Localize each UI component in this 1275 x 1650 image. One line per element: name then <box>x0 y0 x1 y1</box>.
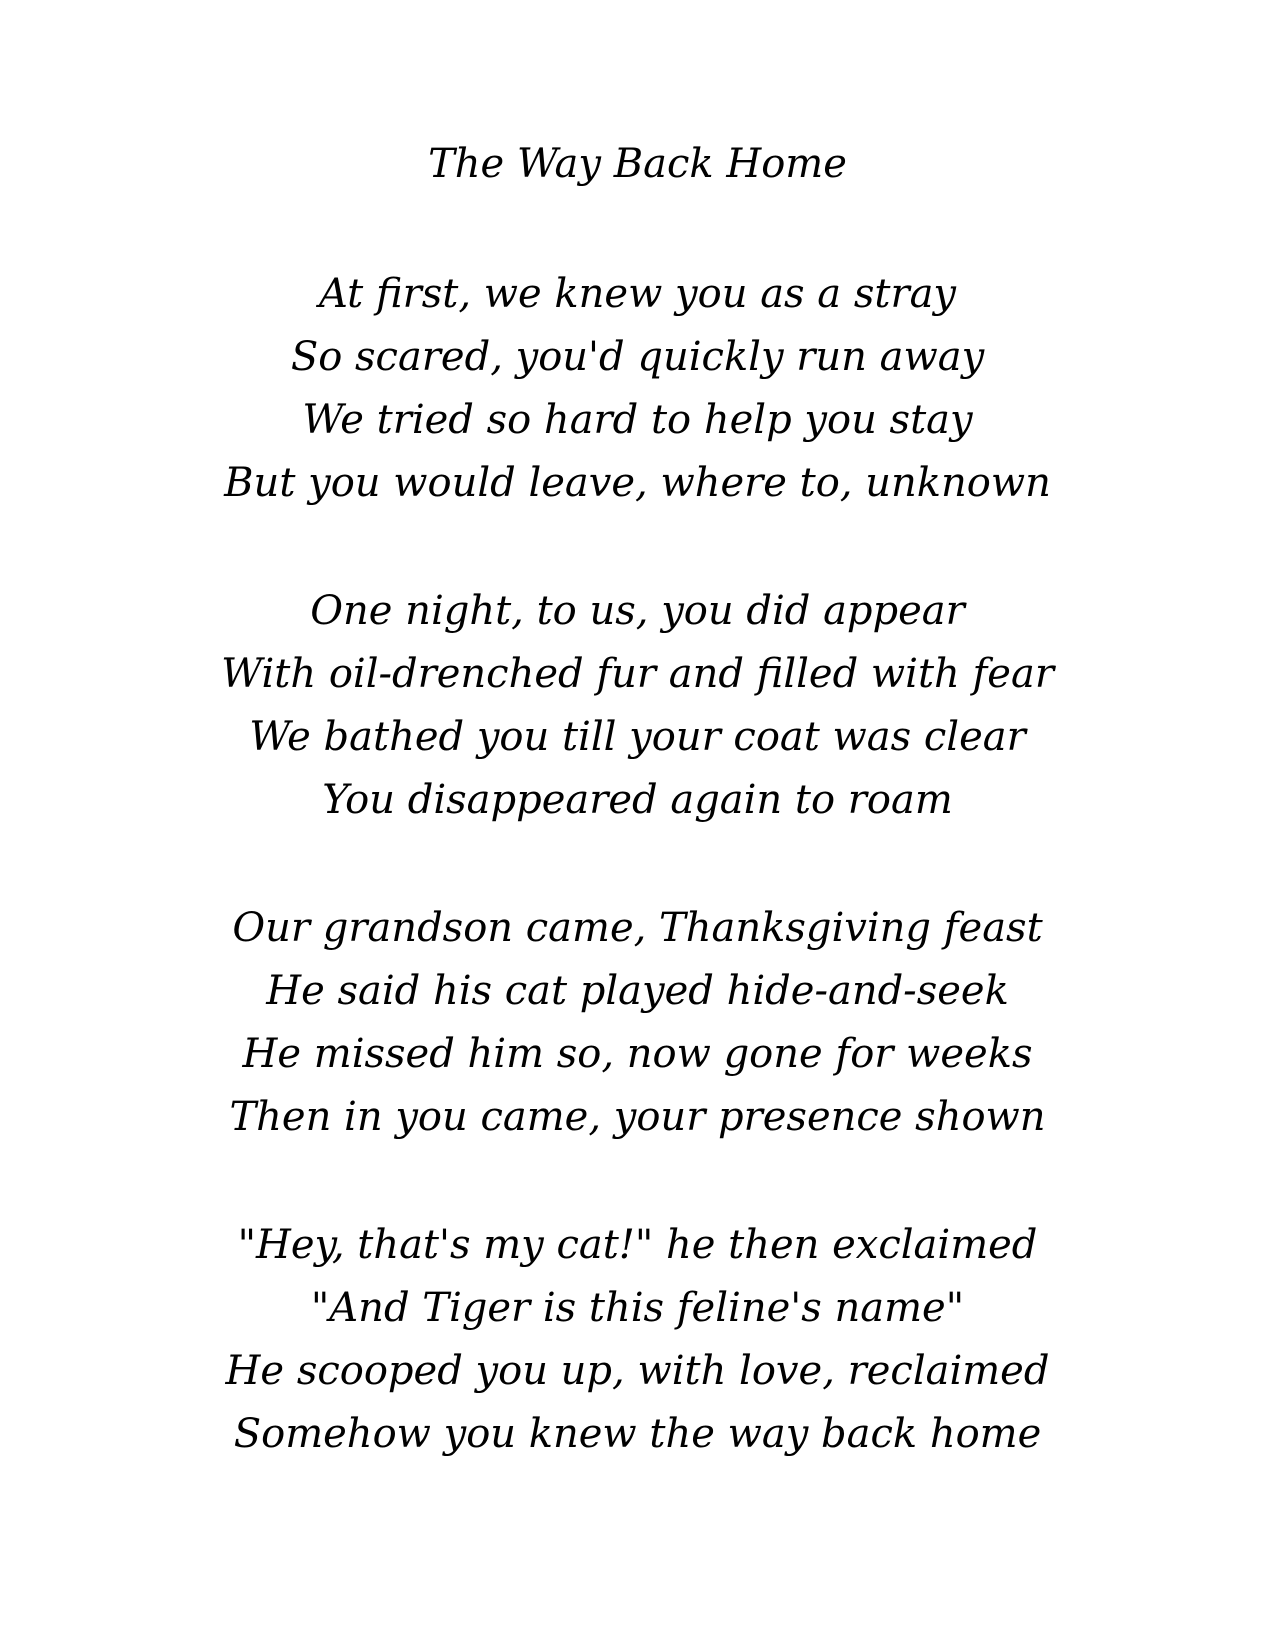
poem-line: But you would leave, where to, unknown <box>224 460 1051 506</box>
poem-line: We tried so hard to help you stay <box>302 397 973 443</box>
poem-line: Then in you came, your presence shown <box>229 1094 1046 1140</box>
poem-line: "And Tiger is this feline's name" <box>310 1285 965 1331</box>
poem-line: He scooped you up, with love, reclaimed <box>225 1348 1050 1394</box>
poem-line: Our grandson came, Thanksgiving feast <box>232 905 1043 951</box>
poem-line: At first, we knew you as a stray <box>318 271 957 317</box>
poem-line: "Hey, that's my cat!" he then exclaimed <box>237 1222 1038 1268</box>
poem-line: You disappeared again to roam <box>322 777 953 823</box>
poem-line: With oil-drenched fur and filled with fear <box>221 651 1054 697</box>
poem-title: The Way Back Home <box>428 141 847 187</box>
poem-line: We bathed you till your coat was clear <box>249 714 1026 760</box>
poem-line: One night, to us, you did appear <box>310 588 965 634</box>
poem-line: He said his cat played hide-and-seek <box>266 968 1009 1014</box>
poem-line: He missed him so, now gone for weeks <box>242 1031 1033 1077</box>
stanza-4 <box>0 1214 1275 1466</box>
poem-line: Somehow you knew the way back home <box>233 1411 1042 1457</box>
stanza-1 <box>0 263 1275 515</box>
poem-line: So scared, you'd quickly run away <box>290 334 985 380</box>
stanza-3 <box>0 897 1275 1149</box>
stanza-2 <box>0 580 1275 832</box>
